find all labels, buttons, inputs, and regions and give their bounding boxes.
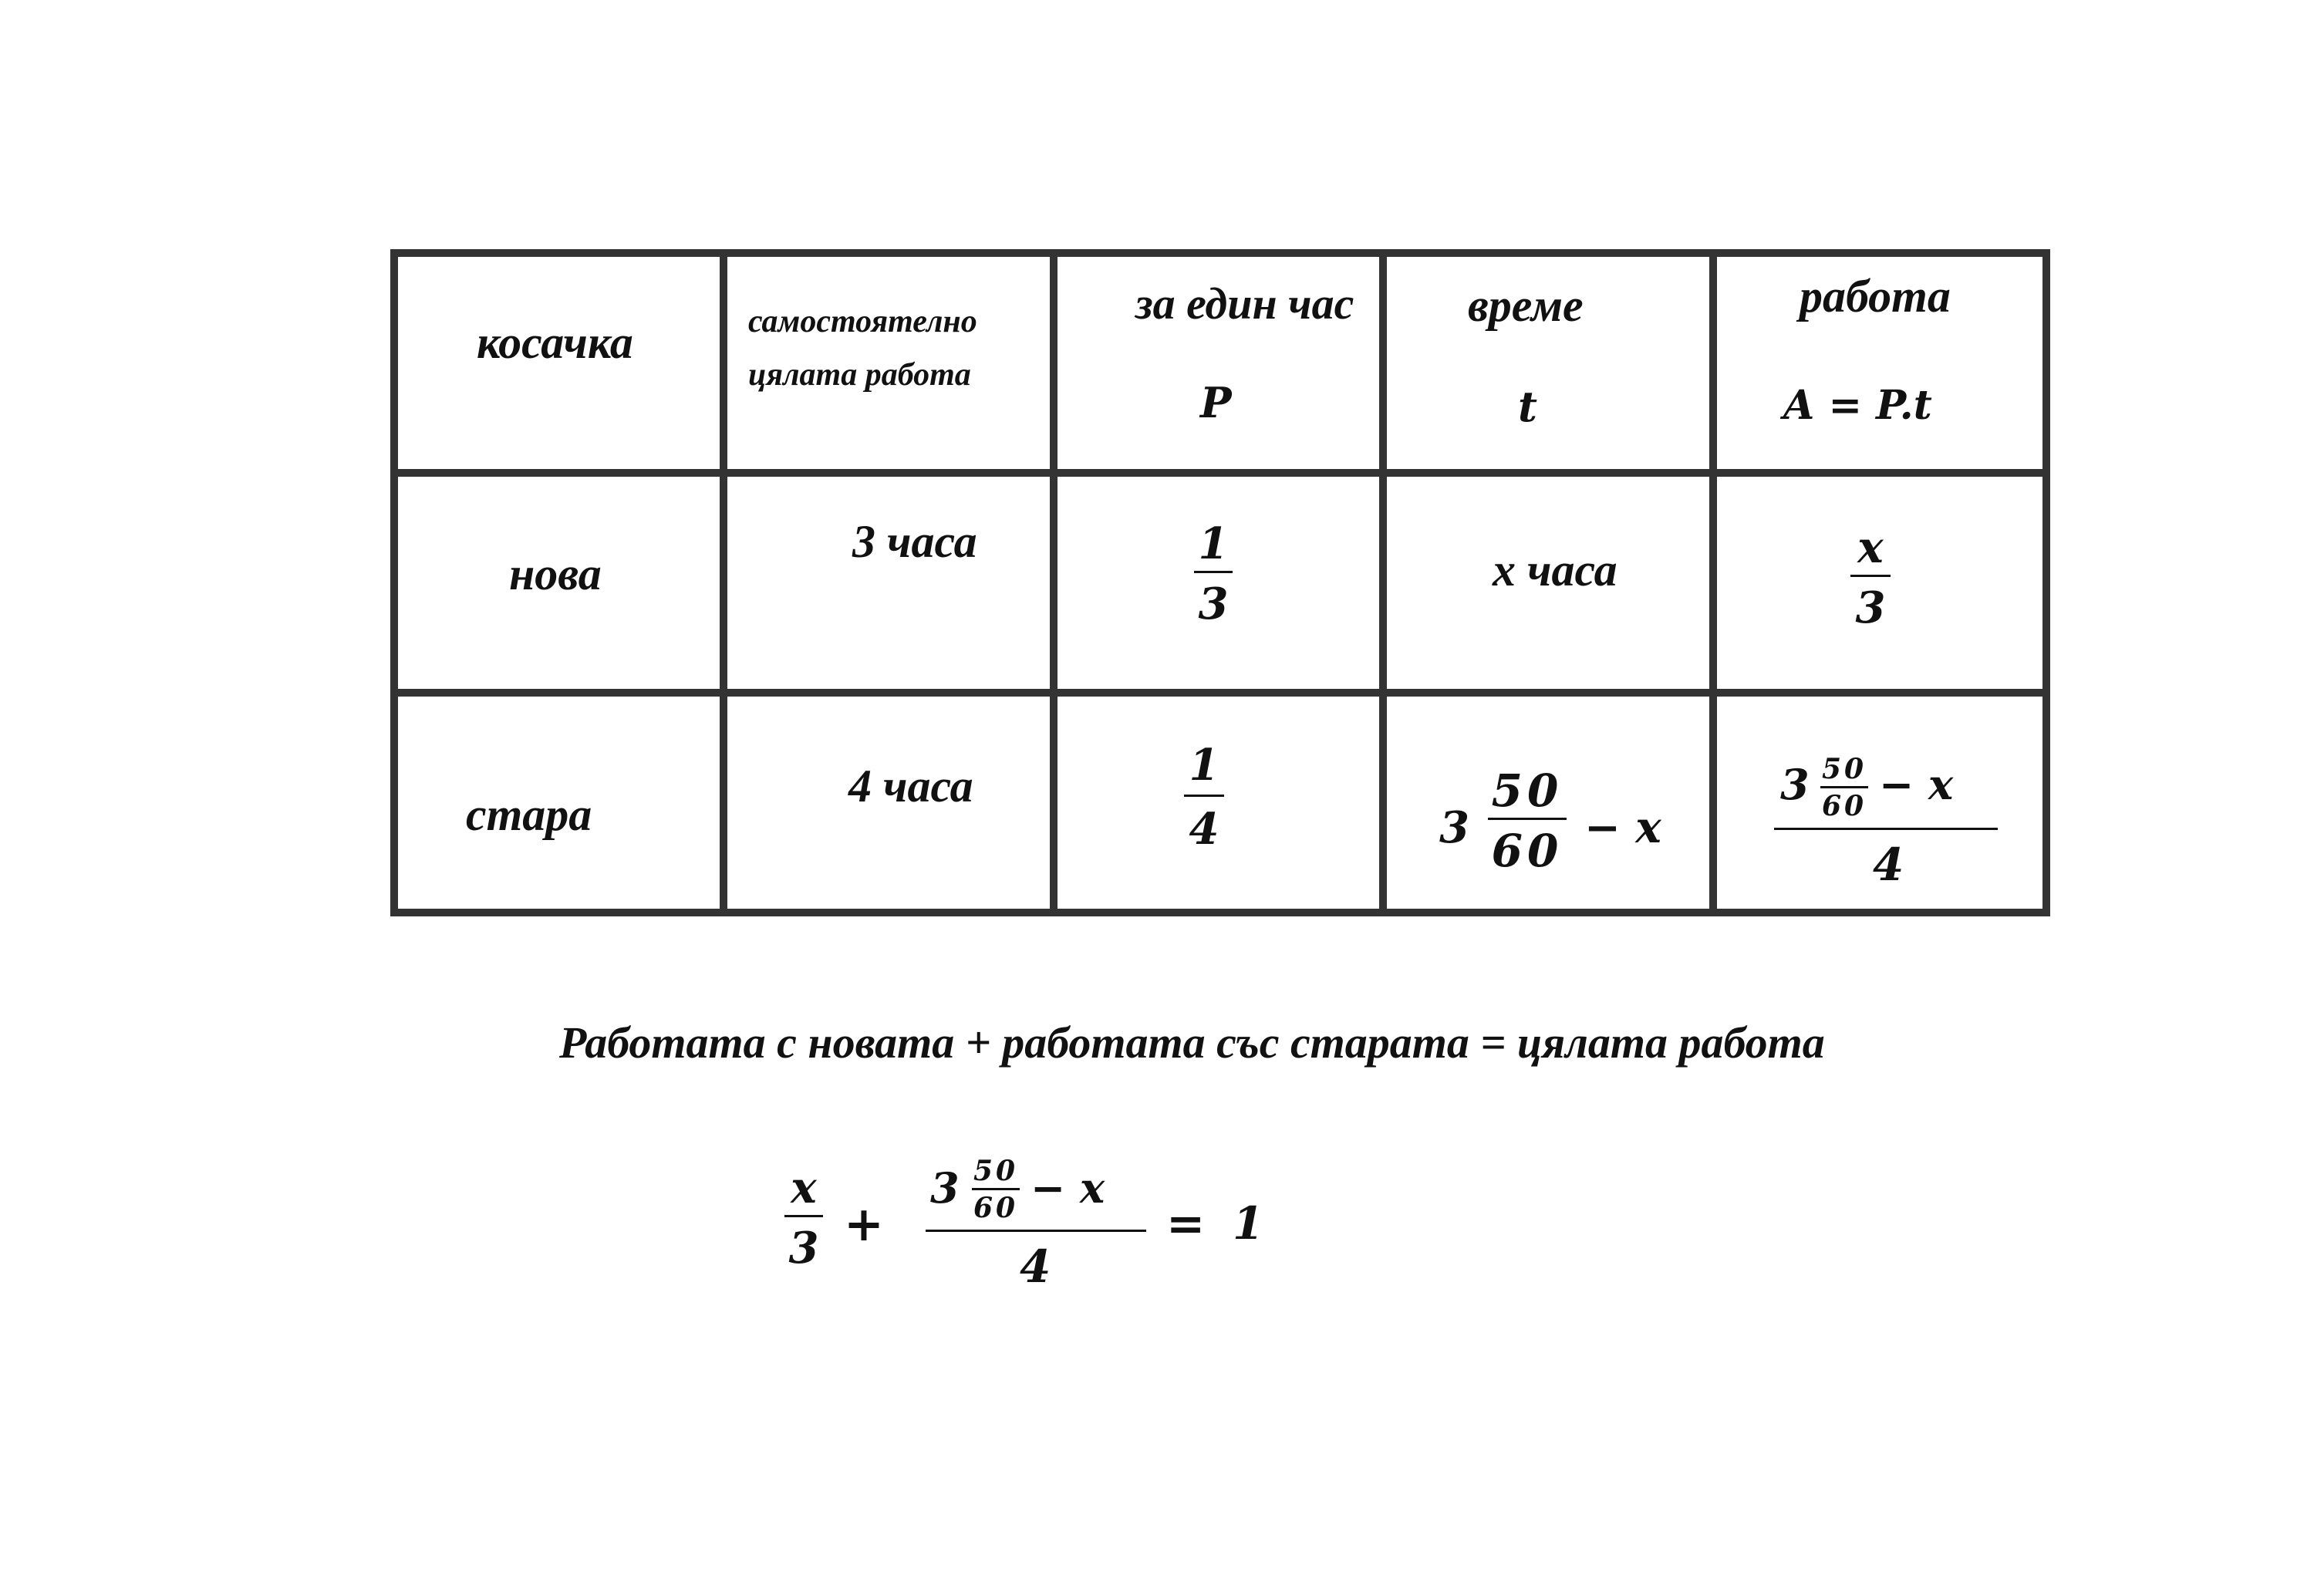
header-alone-line2: цялата работа — [748, 357, 971, 393]
table-col-divider — [720, 249, 727, 916]
row-new-time: x часа — [1493, 545, 1617, 596]
work-numerator-minus: − x — [1879, 760, 1954, 809]
table-col-divider — [1379, 249, 1387, 916]
header-rate: за един час — [1135, 278, 1354, 329]
fraction-denominator: 3 — [1855, 582, 1886, 633]
row-old-work — [1774, 752, 2005, 906]
fraction-numerator: x — [791, 1162, 817, 1213]
row-old-name: стара — [466, 789, 592, 840]
header-work-formula: A = P.t — [1783, 382, 1932, 429]
row-new-name: нова — [509, 548, 602, 599]
work-numerator-fraction — [1820, 752, 1868, 824]
row-old-rate — [1180, 737, 1228, 862]
table-col-divider — [1709, 249, 1717, 916]
row-old-alone: 4 часа — [848, 761, 973, 811]
table-border-top — [390, 249, 2050, 257]
header-work: работа — [1800, 271, 1951, 322]
fraction-bar — [1774, 828, 1998, 830]
fraction-denominator: 60 — [973, 1192, 1019, 1224]
work-denominator: 4 — [1873, 838, 1904, 891]
fraction-numerator: 50 — [1491, 764, 1563, 817]
equation-equals: = — [1166, 1197, 1206, 1251]
table-border-left — [390, 249, 398, 916]
equation — [771, 1149, 1311, 1319]
row-old-time-whole: 3 — [1439, 802, 1469, 853]
fraction-denominator: 3 — [1198, 579, 1229, 629]
fraction-numerator: 50 — [1821, 753, 1867, 785]
header-mower: косачка — [477, 317, 633, 368]
table-border-right — [2042, 249, 2050, 916]
fraction-denominator: 4 — [1189, 804, 1219, 855]
equation-term2-whole: 3 — [930, 1163, 960, 1213]
fraction-numerator: 1 — [1189, 740, 1219, 791]
equation-plus: + — [844, 1196, 884, 1252]
header-time-symbol: t — [1518, 382, 1537, 431]
row-old-time-minus: − x — [1584, 802, 1661, 853]
work-numerator-whole: 3 — [1780, 760, 1810, 809]
table-col-divider — [1050, 249, 1057, 916]
table-row-divider — [390, 689, 2050, 697]
row-new-work — [1843, 521, 1897, 639]
fraction-numerator: 1 — [1198, 518, 1229, 569]
fraction-denominator: 60 — [1491, 825, 1563, 877]
header-time: време — [1468, 280, 1584, 331]
table-row-divider — [390, 469, 2050, 477]
fraction-denominator: 60 — [1821, 790, 1867, 822]
equation-term2-denominator: 4 — [1020, 1240, 1051, 1293]
equation-rhs: 1 — [1233, 1197, 1264, 1250]
fraction-numerator: 50 — [973, 1155, 1019, 1187]
equation-term2-minus: − x — [1031, 1163, 1105, 1213]
fraction-numerator: x — [1857, 522, 1884, 573]
fraction-bar — [926, 1230, 1146, 1232]
row-new-rate — [1190, 517, 1236, 635]
work-sum-sentence: Работата с новата + работата със старата = цялата работа — [559, 1017, 1825, 1068]
equation-term2-fraction — [972, 1154, 1020, 1226]
row-old-time-fraction — [1485, 764, 1570, 882]
fraction-denominator: 3 — [788, 1223, 819, 1274]
table-border-bottom — [390, 909, 2050, 916]
equation-term-x-over-3 — [781, 1161, 827, 1279]
header-alone-line1: самостоятелно — [748, 304, 977, 339]
row-new-alone: 3 часа — [852, 516, 977, 567]
header-rate-symbol: P — [1200, 378, 1232, 427]
